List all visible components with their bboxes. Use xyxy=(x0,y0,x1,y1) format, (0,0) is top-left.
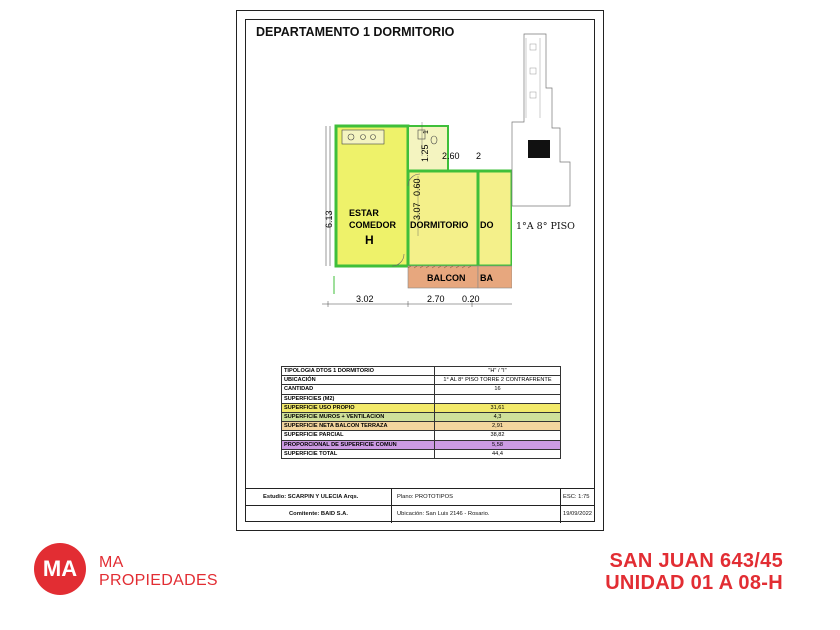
areas-table-row xyxy=(282,367,561,376)
title-block xyxy=(246,488,594,523)
areas-row-value: 38,82 xyxy=(435,431,561,440)
dim-top-small: 1.25 xyxy=(420,144,430,162)
address-line2: UNIDAD 01 A 08-H xyxy=(605,572,783,594)
floor-plan-drawing xyxy=(322,116,512,316)
brand-logo: MA xyxy=(34,543,86,595)
comitente-text: Comitente: BAID S.A. xyxy=(289,511,348,517)
areas-row-value: 5,58 xyxy=(435,440,561,449)
location-key-plan xyxy=(510,28,590,223)
dim-inner-height: 3.07 xyxy=(412,202,422,220)
areas-row-label: SUPERFICIE MUROS + VENTILACION xyxy=(282,413,435,422)
dim-bottom-1: 3.02 xyxy=(356,294,374,304)
room-label-comedor: COMEDOR xyxy=(349,220,396,230)
areas-row-value: "H" / "I" xyxy=(435,367,561,376)
areas-row-value: 31,61 xyxy=(435,403,561,412)
address-line1: SAN JUAN 643/45 xyxy=(609,550,783,572)
areas-table-row xyxy=(282,422,561,431)
room-label-estar: ESTAR xyxy=(349,208,379,218)
fecha-text: 19/09/2022 xyxy=(563,511,593,517)
areas-row-label: SUPERFICIE NETA BALCON TERRAZA xyxy=(282,422,435,431)
unit-location-marker xyxy=(528,140,550,158)
areas-row-label: UBICACIÓN xyxy=(282,376,435,385)
room-label-balcon: BALCON xyxy=(427,273,466,283)
escala-text: ESC: 1:75 xyxy=(563,494,590,500)
areas-table-row xyxy=(282,440,561,449)
areas-table-row xyxy=(282,413,561,422)
dim-width-top: 2.60 xyxy=(442,151,460,161)
dim-bottom-3: 0.20 xyxy=(462,294,480,304)
ubicacion-text: Ubicación: San Luis 2146 - Rosario. xyxy=(397,511,490,517)
areas-row-value: 4,3 xyxy=(435,413,561,422)
room-label-dormitorio: DORMITORIO xyxy=(410,220,469,230)
dim-top-one: 1 xyxy=(423,130,430,134)
areas-row-value: 44,4 xyxy=(435,449,561,458)
areas-row-label: PROPORCIONAL DE SUPERFICIE COMUN xyxy=(282,440,435,449)
areas-table-row xyxy=(282,403,561,412)
dim-inner-height-2: 0.60 xyxy=(412,178,422,196)
dim-left-height: 6.13 xyxy=(324,210,334,228)
room-label-dormitorio-cut: DO xyxy=(480,220,494,230)
areas-row-value: 2,91 xyxy=(435,422,561,431)
dim-width-top-cut: 2 xyxy=(476,151,482,161)
areas-row-label: TIPOLOGIA DTOS 1 DORMITORIO xyxy=(282,367,435,376)
plano-text: Plano: PROTOTIPOS xyxy=(397,494,453,500)
brand-name xyxy=(99,554,218,590)
room-label-balcon-cut: BA xyxy=(480,273,493,283)
brand-name-line1: MA xyxy=(99,554,124,571)
areas-row-label: SUPERFICIE USO PROPIO xyxy=(282,403,435,412)
areas-table-row xyxy=(282,449,561,458)
estudio-text: Estudio: SCARPIN Y ULECIA Arqs. xyxy=(263,494,359,500)
floor-plan-sheet xyxy=(236,10,604,531)
areas-row-label: SUPERFICIE PARCIAL xyxy=(282,431,435,440)
areas-row-value xyxy=(435,394,561,403)
unit-label: H xyxy=(365,233,374,247)
sheet-title: DEPARTAMENTO 1 DORMITORIO xyxy=(256,25,455,39)
areas-table-row xyxy=(282,376,561,385)
dim-bottom-2: 2.70 xyxy=(427,294,445,304)
sheet-frame xyxy=(245,19,595,522)
areas-table-row xyxy=(282,385,561,394)
areas-row-value: 1° AL 8° PISO TORRE 2 CONTRAFRENTE xyxy=(435,376,561,385)
areas-row-label: SUPERFICIE TOTAL xyxy=(282,449,435,458)
location-label: 1°A 8° PISO xyxy=(516,221,575,232)
property-address xyxy=(605,550,783,594)
areas-row-label: CANTIDAD xyxy=(282,385,435,394)
areas-row-value: 16 xyxy=(435,385,561,394)
areas-table-row xyxy=(282,431,561,440)
brand-name-line2: PROPIEDADES xyxy=(99,572,218,589)
areas-table-row xyxy=(282,394,561,403)
areas-table xyxy=(281,366,561,459)
areas-row-label: SUPERFICIES (M2) xyxy=(282,394,435,403)
